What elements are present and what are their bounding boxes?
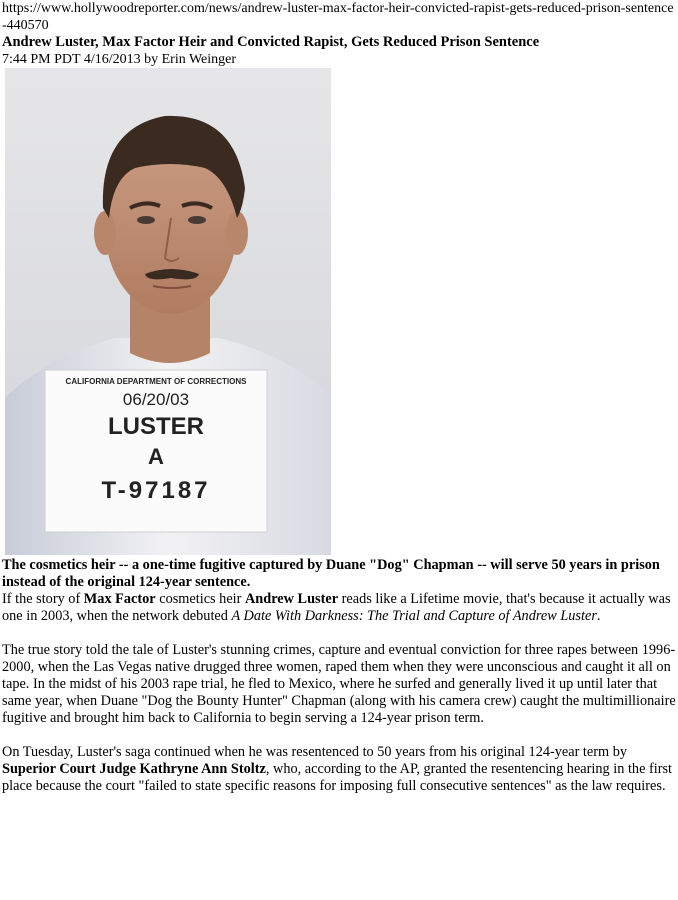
placard-letter: A: [148, 444, 164, 469]
article-page: [2, 0, 676, 795]
placard-agency: CALIFORNIA DEPARTMENT OF CORRECTIONS: [65, 377, 247, 386]
p1-text-4: .: [596, 608, 601, 624]
p1-text-2: cosmetics heir: [155, 591, 245, 607]
paragraph-1: [2, 591, 676, 625]
paragraph-3: [2, 744, 676, 795]
article-url[interactable]: https://www.hollywoodreporter.com/news/andrew-luster-max-factor-heir-convicted-rapist-gets-reduced-prison-sentence-440570: [2, 1, 674, 33]
link-max-factor[interactable]: Max Factor: [83, 591, 156, 607]
link-andrew-luster[interactable]: Andrew Luster: [244, 591, 339, 607]
placard-date: 06/20/03: [122, 390, 190, 409]
article-byline: 7:44 PM PDT 4/16/2013 by Erin Weinger: [2, 52, 237, 67]
placard-name: LUSTER: [108, 413, 204, 440]
p1-text-3: reads like a Lifetime movie, that's because it actually was one in 2003, when the network debuted: [2, 591, 671, 624]
mugshot-image: [5, 68, 331, 555]
p1-text-1: If the story of: [2, 591, 84, 607]
movie-title: A Date With Darkness: The Trial and Capture of Andrew Luster: [231, 608, 597, 624]
paragraph-gap: [2, 727, 676, 744]
link-judge-stoltz[interactable]: Superior Court Judge Kathryne Ann Stoltz: [2, 761, 266, 777]
article-headline: Andrew Luster, Max Factor Heir and Convicted Rapist, Gets Reduced Prison Sentence: [2, 34, 540, 50]
p3-text-1: On Tuesday, Luster's saga continued when he was resentenced to 50 years from his original 124-year term by: [2, 744, 627, 760]
paragraph-gap: [2, 625, 676, 642]
photo-caption: The cosmetics heir -- a one-time fugitive captured by Duane "Dog" Chapman -- will serve 50 years in prison instead of the original 124-year sentence.: [2, 557, 660, 590]
placard-number: T-97187: [101, 477, 211, 504]
paragraph-2: The true story told the tale of Luster's stunning crimes, capture and eventual conviction for three rapes between 1996-2000, when the Las Vegas native drugged three women, raped them when they were unconscious and caught it all on tape. In the midst of his 2003 rape trial, he fled to Mexico, where he surfed and generally lived it up until later that same year, when Duane "Dog the Bounty Hunter" Chapman (along with his camera crew) caught the multimillionaire fugitive and brought him back to California to begin serving a 124-year prison term.: [2, 642, 676, 726]
mugshot-photo: [5, 68, 331, 555]
p3-text-2: , who, according to the AP, granted the resentencing hearing in the first place because the court "failed to state specific reasons for imposing full consecutive sentences" as the law requires.: [2, 761, 673, 794]
